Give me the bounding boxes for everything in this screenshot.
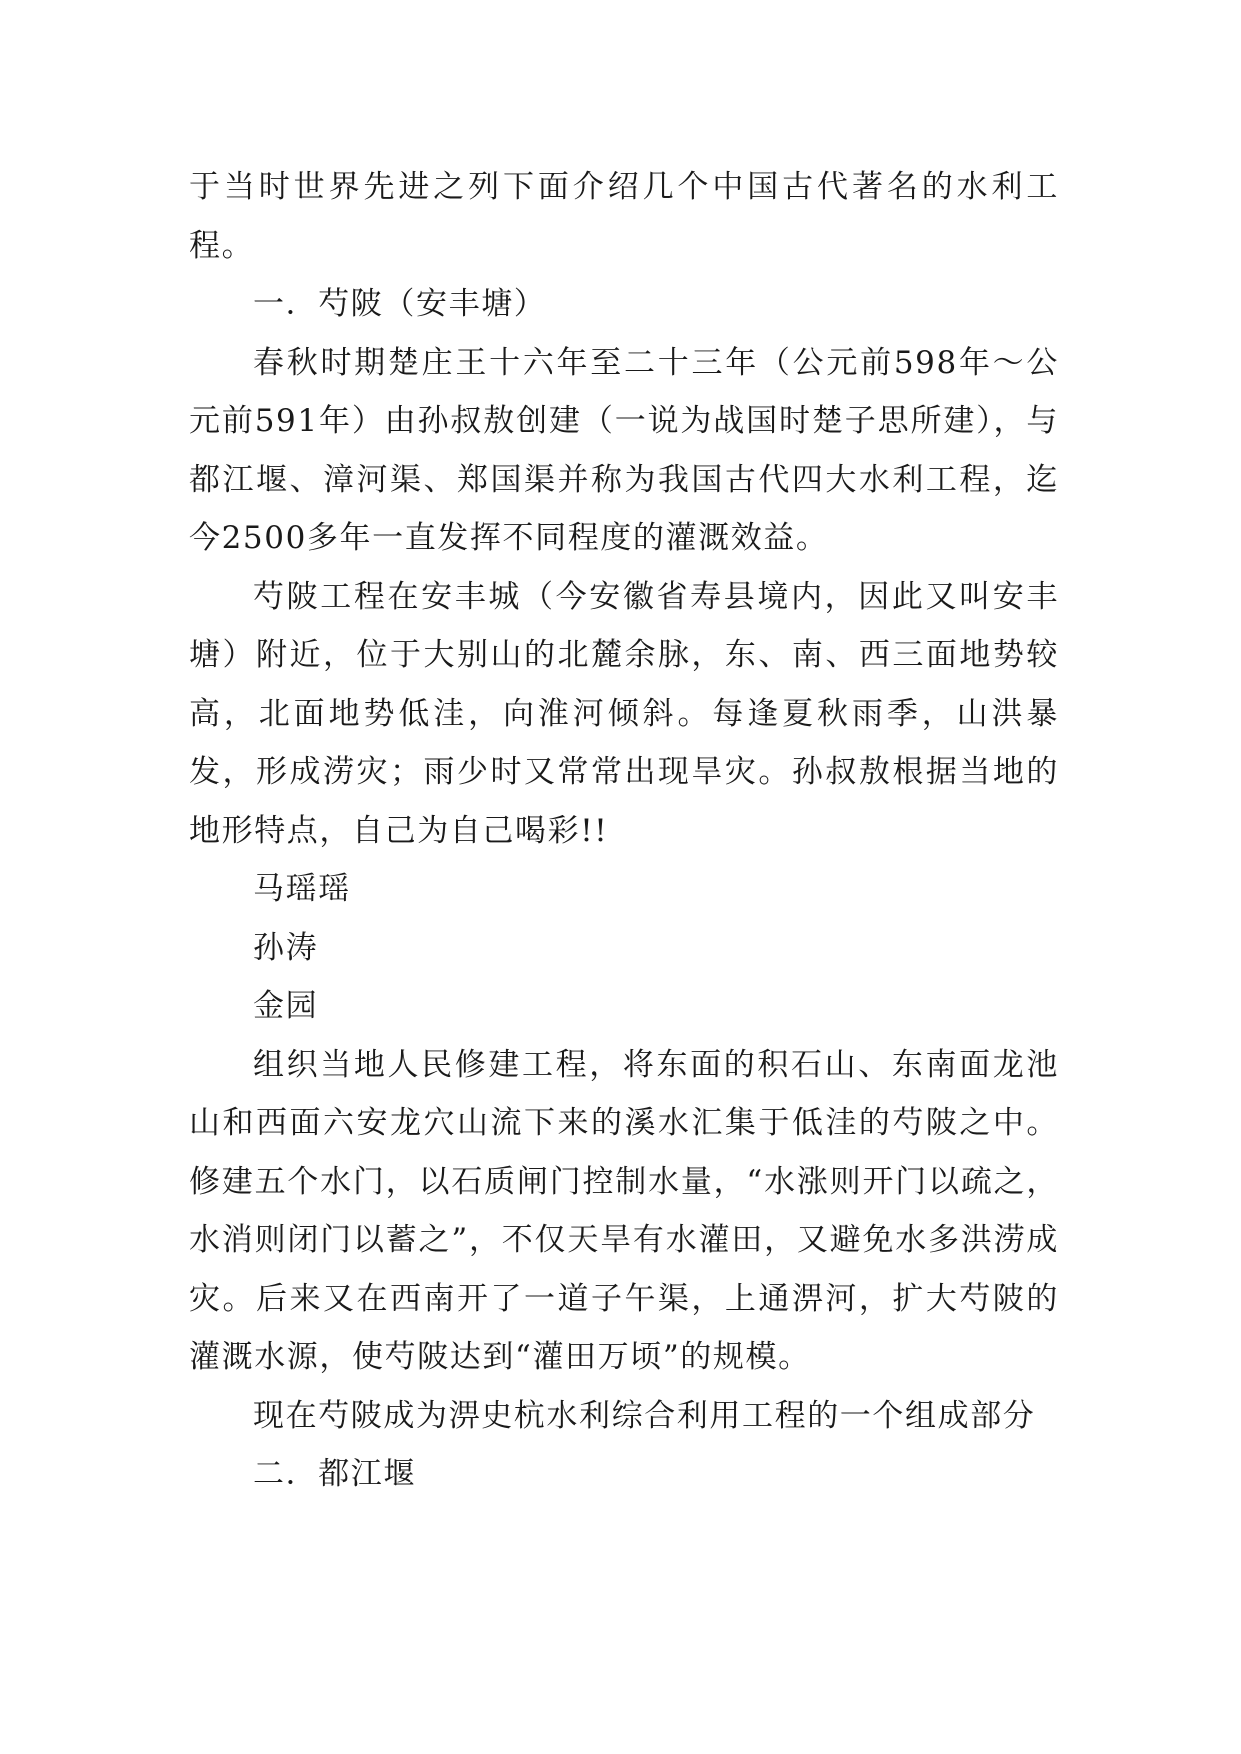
paragraph-construction: 组织当地人民修建工程，将东面的积石山、东南面龙池山和西面六安龙穴山流下来的溪水汇集于低洼的芍陂之中。修建五个水门，以石质闸门控制水量，“水涨则开门以疏之，水消则闭门以蓄之”，不仅天旱有水灌田，又避免水多洪涝成灾。后来又在西南开了一道子午渠，上通淠河，扩大芍陂的灌溉水源，使芍陂达到“灌田万顷”的规模。	[189, 1046, 1059, 1375]
paragraph-geography: 芍陂工程在安丰城（今安徽省寿县境内，因此又叫安丰塘）附近，位于大别山的北麓余脉，东、南、西三面地势较高，北面地势低洼，向淮河倾斜。每逢夏秋雨季，山洪暴发，形成涝灾；雨少时又常常出现旱灾。孙叔敖根据当地的地形特点，自己为自己喝彩!!	[189, 578, 1059, 849]
paragraph-history: 春秋时期楚庄王十六年至二十三年（公元前598年～公元前591年）由孙叔敖创建（一说为战国时楚子思所建），与都江堰、漳河渠、郑国渠并称为我国古代四大水利工程，迄今2500多年一直发挥不同程度的灌溉效益。	[189, 344, 1059, 556]
name-line-1: 马瑶瑶	[253, 871, 351, 907]
document-body	[189, 158, 1059, 1504]
name-line-3: 金园	[253, 988, 319, 1024]
paragraph-present: 现在芍陂成为淠史杭水利综合利用工程的一个组成部分	[253, 1397, 1036, 1434]
section-heading-1: 一．芍陂（安丰塘）	[253, 286, 547, 322]
section-heading-2: 二．都江堰	[253, 1456, 416, 1492]
name-line-2: 孙涛	[253, 929, 319, 966]
paragraph-continuation: 于当时世界先进之列下面介绍几个中国古代著名的水利工程。	[189, 169, 1059, 264]
